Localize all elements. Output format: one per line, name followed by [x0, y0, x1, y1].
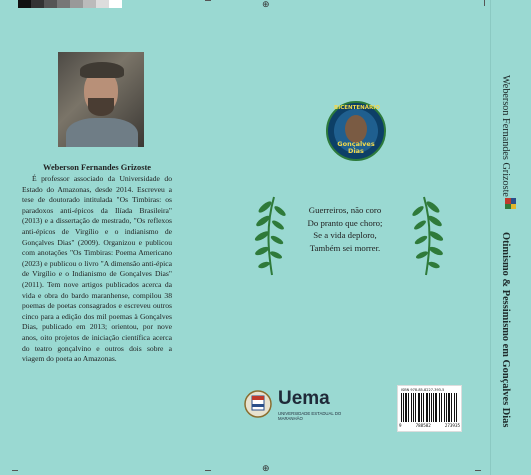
left-laurel-icon: [252, 195, 286, 277]
crop-mark: [484, 0, 485, 6]
barcode-digits: [399, 423, 460, 428]
crop-mark: [12, 470, 18, 471]
barcode-bars: [401, 393, 458, 422]
isbn-barcode: [397, 385, 462, 432]
bicentenario-seal: [326, 101, 386, 161]
registration-mark-icon: ⊕: [262, 0, 270, 10]
spine-title: Otimismo & Pessimismo em Gonçalves Dias: [500, 232, 511, 428]
seal-top-text: BICENTENÁRIO: [334, 105, 380, 111]
crop-mark: [205, 470, 211, 471]
author-photo: [58, 52, 144, 147]
seal-portrait: [345, 115, 367, 143]
publisher-subtitle: UNIVERSIDADE ESTADUAL DO MARANHÃO: [278, 411, 342, 421]
author-bio: É professor associado da Universidade do Estado do Amazonas, desde 2014. Escreveu a tese de doutorado intitulada "Os Timbiras: os paradoxos anti-épicos da Ilíada Brasileira" (2013) e a dissertação de mestrado, "Os reflexos anti-épicos de Virgílio e o indianismo de Gonçalves Dias" (2009). Organizou e publicou com anotações "Os Timbiras: Poema Americano (2023) e publicou o livro "A dimensão anti-épica de Virgílio e o Indianismo de Gonçalves Dias" (2011). Tem nove artigos publicados acerca da vida e obra do bardo maranhense, compilou 38 poemas de poetas consagrados e escreveu outros cinco para a edição dos mil poemas à Gonçalves Dias, publicado em 2013; orientou, por nove anos, oito projetos de iniciação científica acerca do teatro gonçalvino e outros dois sobre a viagem do poeta ao Amazonas.: [22, 174, 172, 364]
seal-bottom-line-1: Gonçalves: [337, 140, 375, 148]
crop-mark: [205, 0, 211, 1]
spine-publisher-logo-icon: [505, 198, 516, 209]
publisher-name: Uema: [278, 388, 330, 409]
isbn-label: ISBN 978-85-8227-393-5: [401, 388, 445, 392]
author-name: Weberson Fernandes Grizoste: [43, 163, 151, 172]
poem-epigraph: [290, 204, 400, 254]
registration-mark-icon: ⊕: [262, 464, 270, 474]
poem-line: Guerreiros, não coro: [308, 205, 382, 215]
poem-line: Se a vida deploro,: [313, 230, 377, 240]
barcode-digit-group: 273935: [444, 423, 460, 428]
spine-author: Weberson Fernandes Grizoste: [500, 75, 511, 197]
seal-bottom-text: [332, 141, 380, 155]
uema-emblem-icon: [244, 388, 272, 420]
barcode-digit-group: 9: [399, 423, 402, 428]
color-calibration-strip: [18, 0, 122, 8]
right-laurel-icon: [412, 195, 446, 277]
seal-bottom-line-2: Dias: [348, 147, 364, 155]
crop-mark: [475, 470, 481, 471]
barcode-digit-group: 788582: [415, 423, 431, 428]
poem-line: Do pranto que choro;: [307, 217, 383, 228]
poem-line: Também sei morrer.: [309, 242, 381, 253]
